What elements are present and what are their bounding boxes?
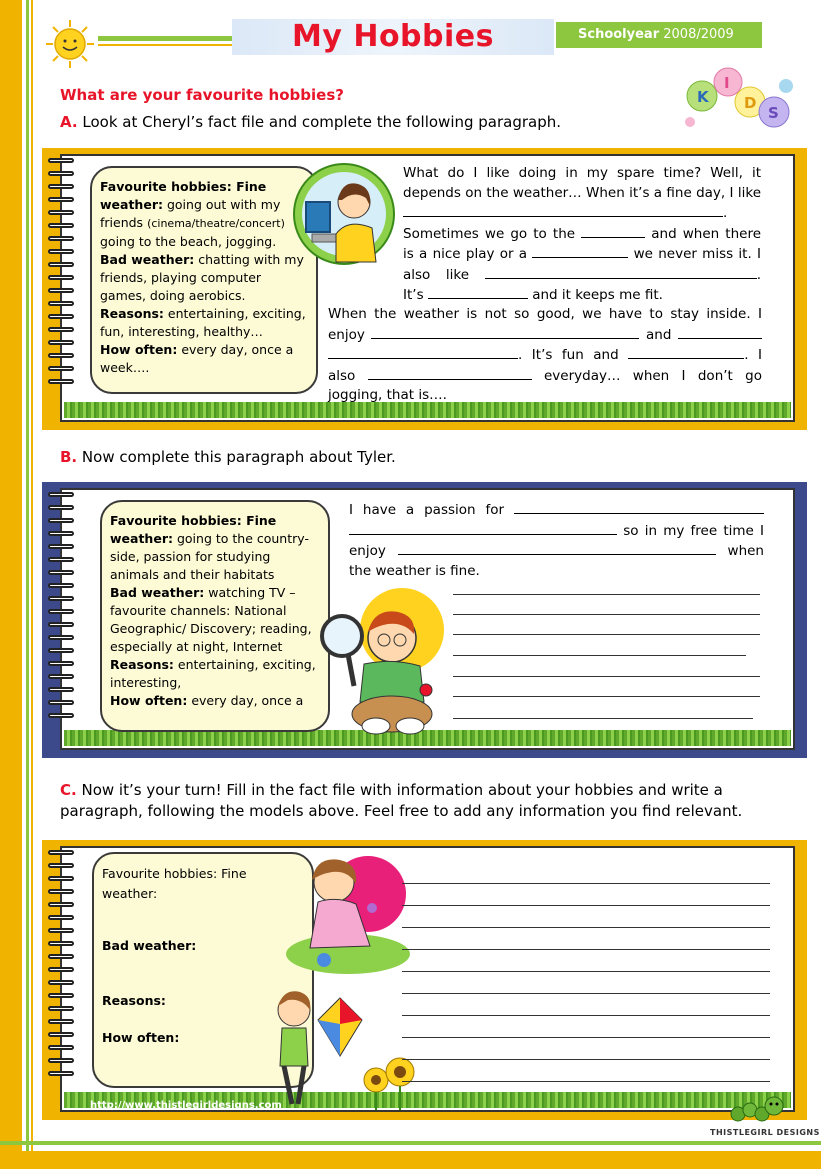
paragraph-b	[349, 500, 764, 581]
fact-b-reasons: entertaining, exciting, interesting,	[110, 657, 316, 690]
blank-a-5[interactable]	[428, 285, 528, 299]
fact-a-fine-small: (cinema/theatre/concert)	[147, 217, 285, 230]
instruction-a-text: Look at Cheryl’s fact file and complete the following paragraph.	[82, 113, 562, 131]
writing-line[interactable]	[453, 696, 760, 697]
para-a-5: It’s	[403, 287, 424, 303]
writing-line[interactable]	[402, 971, 770, 972]
writing-line[interactable]	[402, 949, 770, 950]
fact-b-often: every day, once a	[191, 693, 304, 708]
fact-c-reasons-label: Reasons:	[102, 993, 166, 1008]
para-a-10: . I also	[328, 347, 762, 384]
fact-file-a	[90, 166, 318, 394]
writing-line[interactable]	[402, 993, 770, 994]
blank-a-10[interactable]	[368, 366, 532, 380]
para-a-9: . It’s fun and	[518, 347, 619, 363]
fact-file-b	[100, 500, 330, 732]
writing-line[interactable]	[453, 655, 746, 656]
writing-line[interactable]	[402, 1015, 770, 1016]
header-stripe	[98, 36, 232, 41]
writing-line[interactable]	[402, 905, 770, 906]
letter-c: C.	[60, 781, 77, 799]
para-b-2: so in my free time I enjoy	[349, 522, 765, 559]
blank-a-3[interactable]	[532, 244, 628, 258]
boy-kite-illustration	[258, 984, 428, 1112]
para-a-2: Sometimes we go to the	[403, 225, 576, 242]
sun-icon	[44, 18, 96, 70]
fact-a-reasons-label: Reasons:	[100, 306, 164, 321]
left-border	[0, 0, 22, 1169]
paragraph-a-top: What do I like doing in my spare time? Well, it depends on the weather… When it’s a fine day, I like . Sometimes we go to the and when there is a nice play or a we never miss it. I also like . It’s and it keeps me fit.	[403, 165, 761, 303]
fact-a-bad: chatting with my friends, playing computer games, doing aerobics.	[100, 252, 304, 303]
blank-b-1[interactable]	[514, 500, 764, 514]
fact-b-hobbies-label: Favourite hobbies: Fine weather:	[110, 513, 277, 546]
kids-letter-s: S	[768, 104, 779, 122]
para-a-4: we never miss it. I also like	[403, 246, 761, 283]
boy-magnifier-illustration	[318, 582, 448, 742]
credit-text: THISTLEGIRL DESIGNS	[710, 1128, 820, 1137]
blank-b-2[interactable]	[349, 521, 617, 535]
fact-a-often: every day, once a week….	[100, 342, 294, 375]
instruction-a	[60, 112, 561, 133]
fact-b-bad-label: Bad weather:	[110, 585, 205, 600]
writing-line[interactable]	[402, 883, 770, 884]
writing-line[interactable]	[402, 1059, 770, 1060]
instruction-c-text: Now it’s your turn! Fill in the fact file with information about your hobbies and write a paragraph, following the models above. Feel free to add any information you find relevant.	[60, 781, 743, 820]
paragraph-a-bottom	[328, 305, 762, 406]
blank-b-3[interactable]	[398, 541, 716, 555]
para-b-1: I have a passion for	[349, 502, 505, 518]
para-a-6: and it keeps me fit.	[532, 287, 663, 303]
blank-a-1[interactable]	[403, 203, 723, 217]
title-banner	[232, 19, 554, 55]
fact-c-bad-label: Bad weather:	[102, 938, 197, 953]
girl-flowers-illustration	[282, 850, 412, 980]
fact-b-often-label: How often:	[110, 693, 188, 708]
schoolyear-badge	[556, 22, 762, 48]
para-a-1: What do I like doing in my spare time? Well, it depends on the weather… When it’s a fine day, I like	[403, 165, 761, 201]
blank-a-4[interactable]	[485, 265, 757, 279]
page-title: My Hobbies	[291, 19, 494, 54]
para-b-3: when the weather is fine.	[349, 543, 764, 579]
blank-a-2[interactable]	[581, 224, 645, 238]
fact-b-fine: going to the country-side, passion for studying animals and their habitats	[110, 531, 309, 582]
instruction-b	[60, 447, 396, 468]
para-a-8: and	[646, 326, 672, 343]
kids-letter-i: I	[724, 74, 730, 92]
left-border-line	[26, 0, 29, 1169]
writing-line[interactable]	[402, 1081, 770, 1082]
main-question: What are your favourite hobbies?	[60, 86, 344, 104]
fact-a-reasons: entertaining, exciting, fun, interesting, healthy…	[100, 306, 306, 339]
fact-c-hobbies-label: Favourite hobbies: Fine weather:	[102, 866, 247, 901]
spiral-rings-c	[48, 850, 74, 1084]
letter-a: A.	[60, 113, 78, 131]
fact-a-fine-2: going to the beach, jogging.	[100, 234, 277, 249]
schoolyear-value: 2008/2009	[663, 27, 734, 42]
writing-line[interactable]	[453, 676, 760, 677]
fact-a-fine: going out with my friends	[100, 197, 281, 230]
fact-b-bad: watching TV – favourite channels: National Geographic/ Discovery; reading, especially at night, Internet	[110, 585, 312, 654]
bottom-border-line	[0, 1141, 821, 1145]
writing-line[interactable]	[402, 1037, 770, 1038]
writing-line[interactable]	[453, 594, 760, 595]
bottom-border	[0, 1151, 821, 1169]
left-border-line-2	[31, 0, 33, 1169]
para-a-11: everyday… when I don’t go jogging, that is….	[328, 367, 762, 403]
kids-logo	[684, 66, 800, 140]
fact-a-often-label: How often:	[100, 342, 178, 357]
writing-line[interactable]	[453, 634, 760, 635]
spiral-rings-b	[48, 492, 74, 726]
instruction-c	[60, 780, 800, 822]
blank-a-7[interactable]	[678, 325, 762, 339]
spiral-rings-a	[48, 158, 74, 392]
writing-line[interactable]	[453, 718, 753, 719]
girl-computer-illustration	[292, 162, 396, 266]
kids-letter-d: D	[744, 94, 757, 112]
fact-a-bad-label: Bad weather:	[100, 252, 195, 267]
writing-line[interactable]	[453, 614, 760, 615]
fact-b-reasons-label: Reasons:	[110, 657, 174, 672]
blank-a-6[interactable]	[371, 325, 639, 339]
fact-c-often-label: How often:	[102, 1030, 180, 1045]
kids-letter-k: K	[697, 88, 709, 106]
fact-a-hobbies-label: Favourite hobbies: Fine weather:	[100, 179, 267, 212]
caterpillar-logo-icon	[728, 1090, 788, 1126]
schoolyear-label: Schoolyear	[578, 27, 660, 42]
website-link[interactable]: http://www.thistlegirldesigns.com	[90, 1100, 282, 1111]
writing-line[interactable]	[402, 927, 770, 928]
para-a-3: and when there is a nice play or a	[403, 225, 761, 262]
para-a-7: When the weather is not so good, we have to stay inside. I enjoy	[328, 306, 762, 343]
letter-b: B.	[60, 448, 78, 466]
blank-a-8[interactable]	[328, 345, 518, 359]
header-stripe-2	[98, 44, 232, 46]
blank-a-9[interactable]	[628, 345, 744, 359]
instruction-b-text: Now complete this paragraph about Tyler.	[81, 448, 396, 466]
